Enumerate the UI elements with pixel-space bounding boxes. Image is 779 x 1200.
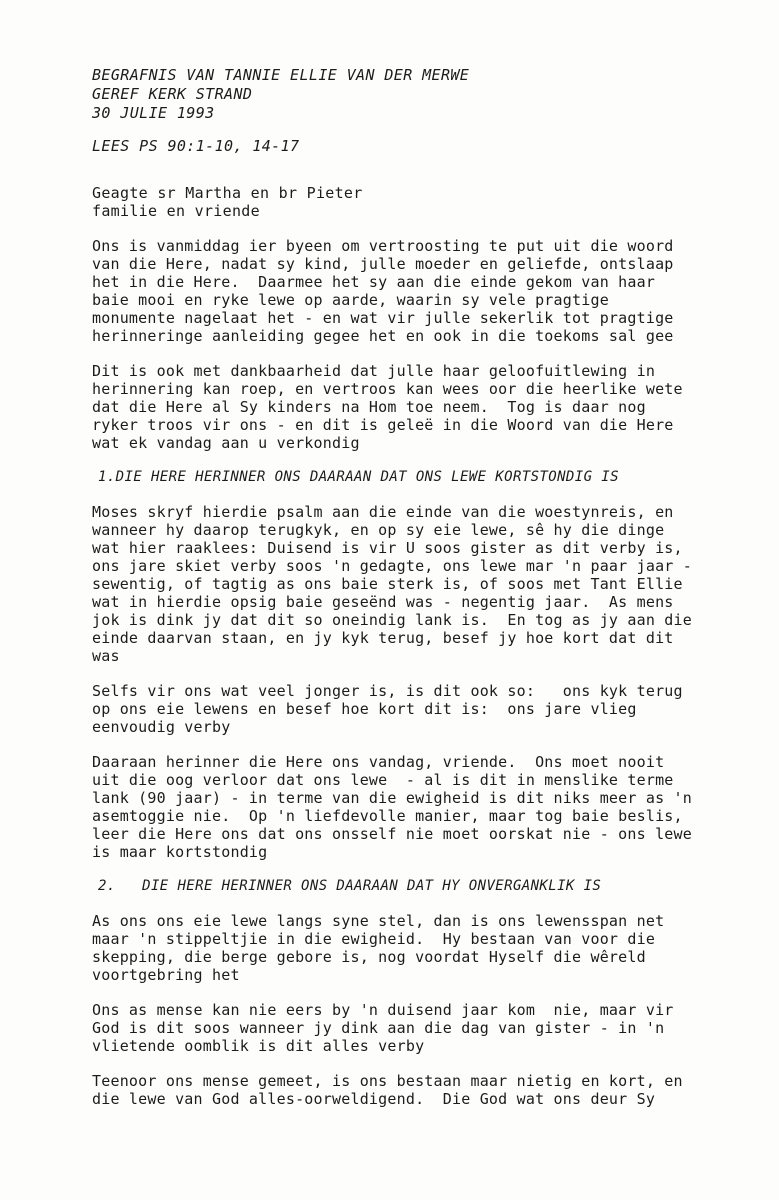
- section-2-paragraph-2-text: Ons as mense kan nie eers by 'n duisend jaar kom nie, maar vir God is dit soos wanneer jy dink aan die dag van gister - in 'n vlietende oomblik is dit alles verby: [92, 1001, 674, 1055]
- section-1-paragraph-1: [92, 503, 759, 665]
- section-2-heading: 2. DIE HERE HERINNER ONS DAARAAN DAT HY ONVERGANKLIK IS: [98, 878, 602, 894]
- greeting-line-1: Geagte sr Martha en br Pieter: [92, 184, 363, 202]
- intro-paragraph-1: [92, 237, 759, 345]
- section-1-paragraph-3: [92, 753, 759, 861]
- section-1-paragraph-2: [92, 682, 759, 736]
- section-1-heading: 1.DIE HERE HERINNER ONS DAARAAN DAT ONS LEWE KORTSTONDIG IS: [98, 469, 619, 485]
- intro-paragraph-2: [92, 362, 759, 452]
- document-header: [92, 66, 759, 123]
- section-1-paragraph-1-text: Moses skryf hierdie psalm aan die einde van die woestynreis, en wanneer hy daarop terugkyk, en op sy eie lewe, sê hy die dinge wat hier raaklees: Duisend is vir U soos gister as dit verby is, ons jare skiet verby soos 'n gedagte, ons lewe mar 'n paar jaar - sewentig, of tagtig as ons baie sterk is, of soos met Tant Ellie wat in hierdie opsig baie geseënd was - negentig jaar. As mens jok is dink jy dat dit so oneindig lank is. En tog as jy aan die einde daarvan staan, en jy kyk terug, besef jy hoe kort dat dit was: [92, 503, 692, 665]
- scripture-reading: LEES PS 90:1-10, 14-17: [92, 137, 300, 155]
- header-date: 30 JULIE 1993: [92, 104, 215, 122]
- intro-paragraph-2-text: Dit is ook met dankbaarheid dat julle haar geloofuitlewing in herinnering kan roep, en vertroos kan wees oor die heerlike wete dat die Here al Sy kinders na Hom toe neem. Tog is daar nog ryker troos vir ons - en dit is geleë in die Woord van die Here wat ek vandag aan u verkondig: [92, 362, 683, 452]
- section-1-paragraph-2-text: Selfs vir ons wat veel jonger is, is dit ook so: ons kyk terug op ons eie lewens en besef hoe kort dit is: ons jare vlieg eenvoudig verby: [92, 682, 683, 736]
- greeting-line-2: familie en vriende: [92, 202, 260, 220]
- section-2-paragraph-2: [92, 1001, 759, 1055]
- greeting: [92, 184, 759, 220]
- section-2-paragraph-1-text: As ons ons eie lewe langs syne stel, dan is ons lewensspan net maar 'n stippeltjie in die ewigheid. Hy bestaan van voor die skepping, die berge gebore is, nog voordat Hyself die wêreld voortgebring het: [92, 912, 665, 984]
- section-2-paragraph-3: [92, 1072, 759, 1108]
- header-church: GEREF KERK STRAND: [92, 85, 253, 103]
- section-2-paragraph-1: [92, 912, 759, 984]
- intro-paragraph-1-text: Ons is vanmiddag ier byeen om vertroosting te put uit die woord van die Here, nadat sy kind, julle moeder en geliefde, ontslaap het in die Here. Daarmee het sy aan die einde gekom van haar baie mooi en ryke lewe op aarde, waarin sy vele pragtige monumente nagelaat het - en wat vir julle sekerlik tot pragtige herinneringe aanleiding gegee het en ook in die toekoms sal gee: [92, 237, 674, 345]
- header-title: BEGRAFNIS VAN TANNIE ELLIE VAN DER MERWE: [92, 66, 470, 84]
- section-1-paragraph-3-text: Daaraan herinner die Here ons vandag, vriende. Ons moet nooit uit die oog verloor dat ons lewe - al is dit in menslike terme lank (90 jaar) - in terme van die ewigheid is dit niks meer as 'n asemtoggie nie. Op 'n liefdevolle manier, maar tog baie beslis, leer die Here ons dat ons onsself nie moet oorskat nie - ons lewe is maar kortstondig: [92, 753, 692, 861]
- section-2-paragraph-3-text: Teenoor ons mense gemeet, is ons bestaan maar nietig en kort, en die lewe van God alles-oorweldigend. Die God wat ons deur Sy: [92, 1072, 683, 1108]
